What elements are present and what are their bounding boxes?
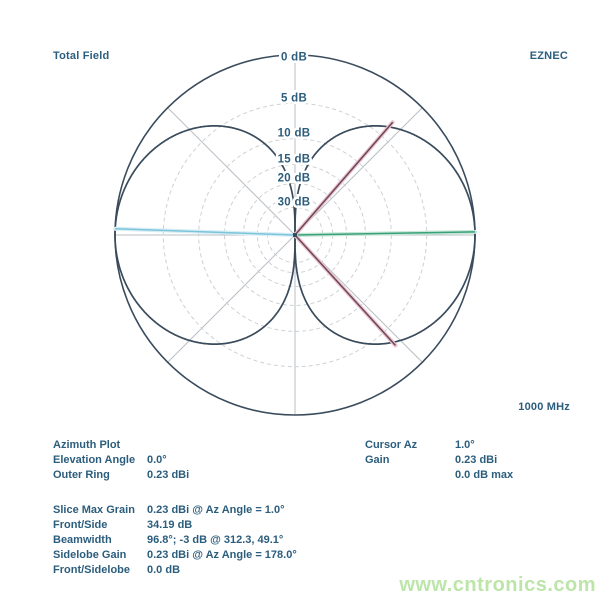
info-row — [53, 438, 189, 453]
slice-max-gain-label: Slice Max Grain — [53, 504, 135, 516]
info-row — [53, 468, 189, 483]
gain-value: 0.23 dBi — [455, 454, 498, 466]
cursor-info-panel — [365, 438, 513, 483]
info-row — [53, 548, 297, 563]
info-row — [365, 453, 513, 468]
beamwidth-label: Beamwidth — [53, 534, 112, 546]
plot-center-marker — [293, 233, 297, 237]
stats-panel — [53, 503, 297, 578]
ring-db-label: 10 dB — [277, 127, 311, 140]
ring-db-label: 5 dB — [280, 92, 308, 105]
elevation-angle-value: 0.0° — [147, 454, 167, 466]
info-row — [365, 468, 513, 483]
info-row — [53, 503, 297, 518]
outer-ring-label: Outer Ring — [53, 469, 110, 481]
ring-db-label: 20 dB — [277, 172, 311, 185]
cursor-az-label: Cursor Az — [365, 439, 418, 451]
total-field-label: Total Field — [53, 50, 110, 62]
ring-db-label: 0 dB — [280, 51, 308, 64]
info-row — [53, 563, 297, 578]
ring-db-label: 15 dB — [277, 153, 311, 166]
ring-db-label: 30 dB — [277, 196, 311, 209]
elevation-angle-label: Elevation Angle — [53, 454, 136, 466]
watermark: www.cntronics.com — [399, 574, 596, 596]
front-side-value: 34.19 dB — [147, 519, 193, 531]
outer-ring-value: 0.23 dBi — [147, 469, 190, 481]
sidelobe-gain-label: Sidelobe Gain — [53, 549, 127, 561]
slice-max-gain-value: 0.23 dBi @ Az Angle = 1.0° — [147, 504, 285, 516]
info-row — [365, 438, 513, 453]
cursor-az-value: 1.0° — [455, 439, 475, 451]
front-sidelobe-value: 0.0 dB — [147, 564, 181, 576]
front-sidelobe-label: Front/Sidelobe — [53, 564, 130, 576]
gain-label: Gain — [365, 454, 390, 466]
eznec-brand-label: EZNEC — [529, 50, 568, 62]
plot-type-label: Azimuth Plot — [53, 439, 121, 451]
frequency-label: 1000 MHz — [518, 401, 570, 413]
beamwidth-3db-line — [295, 235, 395, 345]
info-row — [53, 518, 297, 533]
db-max-value: 0.0 dB max — [455, 469, 514, 481]
plot-info-panel — [53, 438, 189, 483]
info-row — [53, 533, 297, 548]
sidelobe-gain-value: 0.23 dBi @ Az Angle = 178.0° — [147, 549, 297, 561]
info-row — [53, 453, 189, 468]
front-side-label: Front/Side — [53, 519, 108, 531]
beamwidth-value: 96.8°; -3 dB @ 312.3, 49.1° — [147, 534, 284, 546]
